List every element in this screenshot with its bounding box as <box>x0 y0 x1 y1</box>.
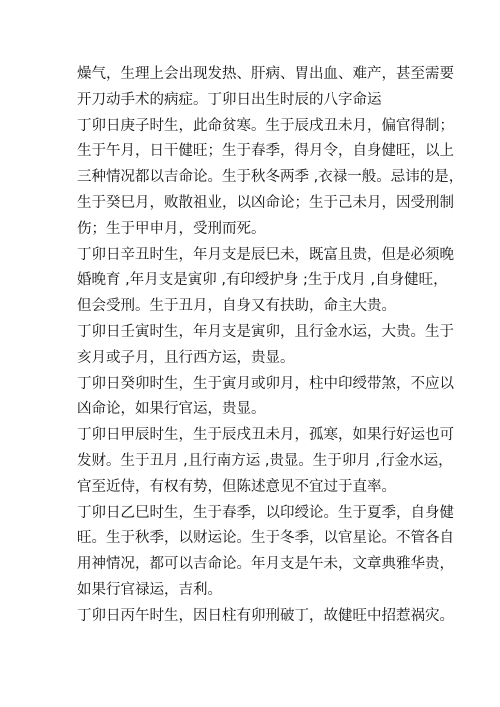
text-line: 用神情况，都可以吉命论。年月支是午未，文章典雅华贵， <box>77 556 454 573</box>
text-line: 丁卯日辛丑时生，年月支是辰巳未，既富且贵，但是必须晚 <box>77 246 454 263</box>
text-line: 如果行官禄运，吉利。 <box>77 581 222 598</box>
text-line: 丁卯日丙午时生，因日柱有卯刑破丁，故健旺中招惹祸灾。 <box>77 607 454 624</box>
text-line: 丁卯日庚子时生，此命贫寒。生于辰戌丑未月，偏官得制； <box>77 117 454 134</box>
text-line: 旺。生于秋季，以财运论。生于冬季，以官星论。不管各自 <box>77 530 454 547</box>
text-line: 燥气，生理上会出现发热、肝病、胃出血、难产，甚至需要 <box>77 66 454 82</box>
text-line: 生于癸巳月，败散祖业，以凶命论；生于己未月，因受刑制 <box>77 194 454 211</box>
text-line: 亥月或子月，且行西方运，贵显。 <box>77 349 295 366</box>
text-line: 凶命论，如果行官运，贵显。 <box>77 401 266 418</box>
text-line: 但会受刑。生于丑月，自身又有扶助，命主大贵。 <box>77 298 396 315</box>
text-line: 三种情况都以吉命论。生于秋冬两季 ,衣禄一般。忌讳的是， <box>77 169 464 186</box>
text-line: 伤；生于甲申月，受刑而死。 <box>77 220 266 237</box>
text-line: 开刀动手术的病症。丁卯日出生时辰的八字命运 <box>77 91 382 108</box>
text-line: 生于午月，日干健旺；生于春季，得月令，自身健旺，以上 <box>77 143 454 160</box>
text-line: 官至近侍，有权有势，但陈述意见不宜过于直率。 <box>77 478 396 495</box>
text-line: 丁卯日甲辰时生，生于辰戌丑未月，孤寒，如果行好运也可 <box>77 427 454 444</box>
text-line: 丁卯日壬寅时生，年月支是寅卯，且行金水运，大贵。生于 <box>77 323 454 340</box>
text-line: 发财。生于丑月 ,且行南方运 ,贵显。生于卯月 ,行金水运， <box>77 452 453 469</box>
text-line: 婚晚育 ,年月支是寅卯 ,有印绶护身 ;生于戊月 ,自身健旺， <box>77 272 448 289</box>
text-line: 丁卯日癸卯时生，生于寅月或卯月，柱中印绶带煞，不应以 <box>77 375 454 392</box>
document-body <box>77 62 464 630</box>
text-line: 丁卯日乙巳时生，生于春季，以印绶论。生于夏季，自身健 <box>77 504 454 521</box>
